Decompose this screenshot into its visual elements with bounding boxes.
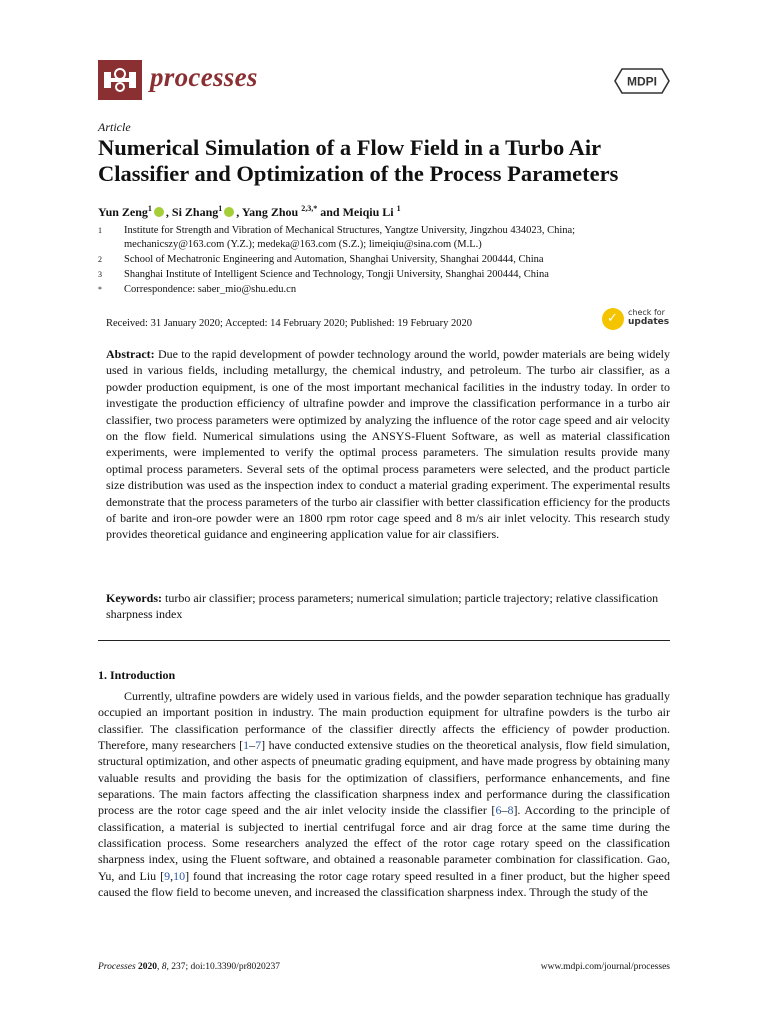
- author-separator: and: [317, 205, 343, 219]
- check-for-updates-line1: check for: [628, 308, 665, 317]
- citation-link[interactable]: 7: [255, 738, 262, 753]
- footer-volume: 8: [161, 962, 167, 972]
- intro-text: ]. According to the principle of classification, a material is subjected to inertial centrifugal force and air drag force at the same time during the classification process. Some researchers analyzed the effect of the rotor cage rotary speed on the classification sharpness index, using the Fluent software, and obtained a reasonable parameter combination for classification. Gao, Yu, and Liu [: [98, 803, 671, 883]
- author-name[interactable]: Yun Zeng: [98, 205, 148, 219]
- abstract: [106, 346, 670, 543]
- publication-dates: Received: 31 January 2020; Accepted: 14 February 2020; Published: 19 February 2020: [106, 318, 472, 329]
- affiliation-text: Institute for Strength and Vibration of Mechanical Structures, Yangtze University, Jingzhou 434023, China; mechanicszy@163.com (Y.Z.); medeka@163.com (S.Z.); limeiqiu@sina.com (M.L.): [124, 225, 576, 250]
- author-name[interactable]: Meiqiu Li: [342, 205, 394, 219]
- intro-text: ] found that increasing the rotor cage rotary speed resulted in a finer product, but the higher speed caused the flow field to become uneven, and increased the classification sharpness index. Through the study of the: [98, 868, 671, 900]
- keywords-text: turbo air classifier; process parameters; numerical simulation; particle trajectory; relative classification sharpness index: [106, 591, 659, 622]
- citation-link[interactable]: 6: [495, 803, 502, 818]
- check-icon: ✓: [602, 308, 624, 330]
- affiliation-item: [98, 283, 678, 297]
- check-for-updates-line2: updates: [628, 317, 670, 327]
- citation-separator: –: [249, 738, 256, 753]
- citation-separator: –: [501, 803, 508, 818]
- intro-text: Currently, ultrafine powders are widely used in various fields, and the powder separation technique has gradually occupied an important position in industry. The main production equipment for ultrafine powders is the turbo air classifier. The classification performance of the classifier directly affects the efficiency of powder production. Therefore, many researchers [: [98, 689, 670, 753]
- affiliation-item: [98, 268, 678, 282]
- author-name[interactable]: Yang Zhou: [241, 205, 299, 219]
- intro-text: ] have conducted extensive studies on the theoretical analysis, flow field simulation, structural optimization, and other aspects of pneumatic grading equipment, and have made progress by obtaining many valuable results and providing the basis for the optimization of classifiers, performance enhancements, and fine separations. The main factors affecting the classification sharpness index and performance during the classification process are the rotor cage speed and the air inlet velocity inside the classifier [: [98, 738, 670, 818]
- affiliation-number: *: [98, 285, 102, 294]
- paper-title: Numerical Simulation of a Flow Field in a Turbo Air Classifier and Optimization of the Process Parameters: [98, 135, 619, 186]
- affiliation-number: 3: [98, 270, 102, 279]
- orcid-icon[interactable]: [224, 207, 234, 217]
- footer-journal: Processes: [98, 962, 136, 972]
- author-name[interactable]: Si Zhang: [171, 205, 219, 219]
- footer-url[interactable]: www.mdpi.com/journal/processes: [540, 962, 670, 972]
- check-for-updates-badge[interactable]: [602, 308, 672, 332]
- affiliation-text: School of Mechatronic Engineering and Automation, Shanghai University, Shanghai 200444, China: [124, 254, 544, 265]
- citation-link[interactable]: 8: [507, 803, 514, 818]
- citation-link[interactable]: 10: [173, 868, 186, 883]
- affiliation-list: [98, 224, 678, 298]
- orcid-icon[interactable]: [154, 207, 164, 217]
- author-separator: ,: [165, 205, 172, 219]
- citation-separator: ,: [170, 868, 174, 883]
- article-type: Article: [98, 120, 131, 134]
- author-list: [98, 204, 401, 220]
- journal-header: [98, 60, 670, 104]
- introduction-paragraph: [98, 688, 670, 900]
- citation-link[interactable]: 1: [243, 738, 250, 753]
- processes-logo-icon: [98, 60, 142, 100]
- affiliation-number: 2: [98, 255, 102, 264]
- section-heading: 1. Introduction: [98, 668, 176, 682]
- footer-citation: Processes 2020, 8, 237; doi:10.3390/pr8020237: [98, 962, 280, 972]
- correspondence-text: Correspondence: saber_mio@shu.edu.cn: [124, 284, 297, 295]
- publisher-name: MDPI: [627, 74, 657, 89]
- citation-link[interactable]: 9: [164, 868, 171, 883]
- section-divider: [98, 640, 670, 641]
- affiliation-text: Shanghai Institute of Intelligent Science and Technology, Tongji University, Shanghai 200444, China: [124, 269, 549, 280]
- mdpi-logo-icon: [614, 68, 670, 94]
- author-affiliation-sup: 1: [218, 204, 223, 213]
- affiliation-item: [98, 224, 678, 252]
- author-affiliation-sup: 2,3,*: [301, 204, 318, 213]
- footer-doi: , 237; doi:10.3390/pr8020237: [166, 962, 280, 972]
- author-separator: ,: [236, 205, 242, 219]
- abstract-text: Due to the rapid development of powder technology around the world, powder materials are being widely used in various fields, including metallurgy, the chemical industry, and petroleum. The turbo air classifier, as a powder production equipment, is one of the most important mechanical facilities in the industry today. In order to investigate the production efficiency of ultrafine powder and improve the classification performance in a turbo air classifier, two process parameters were optimized by analyzing the influence of the rotor cage speed and air velocity on the flow field. Numerical simulations using the ANSYS-Fluent Software, as well as material classification experiments, were implemented to verify the optimal process parameters. The simulation results provide many optimal process parameters. Several sets of the optimal process parameters were selected, and the product particle size distribution was used as the inspection index to conduct a material grading experiment. The experimental results demonstrate that the process parameters of the turbo air classifier with better classification efficiency for the products of barite and iron-ore powder were an 1800 rpm rotor cage speed and 8 m/s air inlet velocity. This research study provides theoretical guidance and engineering application value for air classifiers.: [106, 347, 670, 542]
- affiliation-number: 1: [98, 226, 102, 235]
- affiliation-item: [98, 253, 678, 267]
- journal-name: processes: [150, 62, 258, 92]
- abstract-label: Abstract:: [106, 347, 155, 361]
- author-affiliation-sup: 1: [396, 204, 401, 213]
- keywords: [106, 590, 670, 623]
- keywords-label: Keywords:: [106, 591, 162, 605]
- footer-year: 2020: [138, 962, 158, 972]
- author-affiliation-sup: 1: [147, 204, 152, 213]
